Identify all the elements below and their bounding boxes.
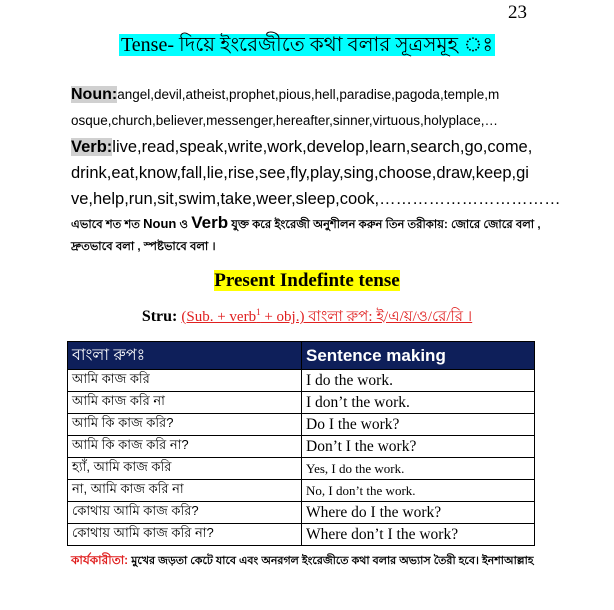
- sentence-cell: Do I the work?: [302, 414, 535, 436]
- note-noun: Noun: [143, 216, 177, 231]
- header-sentence: Sentence making: [302, 342, 535, 370]
- note-verb: Verb: [191, 213, 229, 232]
- page-title: [0, 30, 614, 63]
- sentence-cell: I do the work.: [302, 370, 535, 392]
- table-row: [68, 370, 535, 392]
- structure-formula: [181, 309, 472, 325]
- bangla-cell: হ্যাঁ, আমি কাজ করি: [68, 458, 302, 480]
- bangla-cell: আমি কাজ করি: [68, 370, 302, 392]
- bangla-cell: কোথায় আমি কাজ করি না?: [68, 524, 302, 546]
- bangla-cell: আমি কি কাজ করি?: [68, 414, 302, 436]
- table-header: [68, 342, 535, 370]
- verb-line-3: ve,help,run,sit,swim,take,weer,sleep,cook,……………………………: [71, 190, 561, 208]
- vocabulary-block: [71, 82, 561, 258]
- noun-label: Noun:: [71, 86, 118, 103]
- table-row: [68, 524, 535, 546]
- noun-line: [71, 82, 547, 108]
- sentence-cell: Where don’t I the work?: [302, 524, 535, 546]
- table-row: [68, 502, 535, 524]
- structure-line: [0, 305, 614, 330]
- bangla-cell: কোথায় আমি কাজ করি?: [68, 502, 302, 524]
- sentence-cell: Yes, I do the work.: [302, 458, 535, 480]
- footer-text: মুখের জড়তা কেটে যাবে এবং অনরগল ইংরেজীতে কথা বলার অভ্যাস তৈরী হবে। ইনশাআল্লাহ: [128, 555, 534, 567]
- table-row: [68, 458, 535, 480]
- bangla-cell: আমি কি কাজ করি না?: [68, 436, 302, 458]
- note-text: যুক্ত করে ইংরেজী অনুশীলন করুন তিন তরীকায়: জোরে জোরে বলা ,: [228, 219, 541, 231]
- practice-note: [71, 212, 547, 236]
- noun-list: angel,devil,atheist,prophet,pious,hell,paradise,pagoda,temple,m: [117, 87, 500, 102]
- bangla-cell: আমি কাজ করি না: [68, 392, 302, 414]
- footer-note: [71, 552, 534, 572]
- verb-line: [71, 134, 547, 160]
- sentence-cell: No, I don’t the work.: [302, 480, 535, 502]
- formula-part: (Sub. + verb: [181, 309, 257, 325]
- verb-list: live,read,speak,write,work,develop,learn,search,go,come,: [112, 138, 533, 156]
- noun-line-2: osque,church,believer,messenger,hereafter,sinner,virtuous,holyplace,…: [71, 113, 498, 128]
- header-bangla: বাংলা রুপঃ: [68, 342, 302, 370]
- table-row: [68, 414, 535, 436]
- table-row: [68, 392, 535, 414]
- practice-note-2: দ্রুতভাবে বলা , স্পষ্টভাবে বলা ।: [71, 241, 216, 253]
- table-row: [68, 480, 535, 502]
- verb-label: Verb:: [71, 138, 113, 156]
- sentence-cell: Don’t I the work?: [302, 436, 535, 458]
- sentence-table: [67, 341, 535, 546]
- bangla-cell: না, আমি কাজ করি না: [68, 480, 302, 502]
- note-text: এভাবে শত শত: [71, 219, 144, 231]
- structure-label: Stru:: [141, 308, 182, 325]
- verb-line-2: drink,eat,know,fall,lie,rise,see,fly,play,sing,choose,draw,keep,gi: [71, 164, 529, 182]
- section-heading: [0, 270, 614, 292]
- footer-label: কার্যকারীতা:: [71, 553, 129, 567]
- section-title: Present Indefinte tense: [214, 270, 400, 291]
- sentence-cell: Where do I the work?: [302, 502, 535, 524]
- note-text: ও: [176, 219, 192, 231]
- table-row: [68, 436, 535, 458]
- sentence-cell: I don’t the work.: [302, 392, 535, 414]
- title-text: Tense- দিয়ে ইংরেজীতে কথা বলার সূত্রসমূহ ঃ: [120, 34, 493, 56]
- formula-part: + obj.) বাংলা রুপ: ই/এ/য়/ও/রে/রি ।: [260, 309, 473, 325]
- formula-superscript: 1: [256, 307, 261, 317]
- page-number: 23: [508, 2, 527, 23]
